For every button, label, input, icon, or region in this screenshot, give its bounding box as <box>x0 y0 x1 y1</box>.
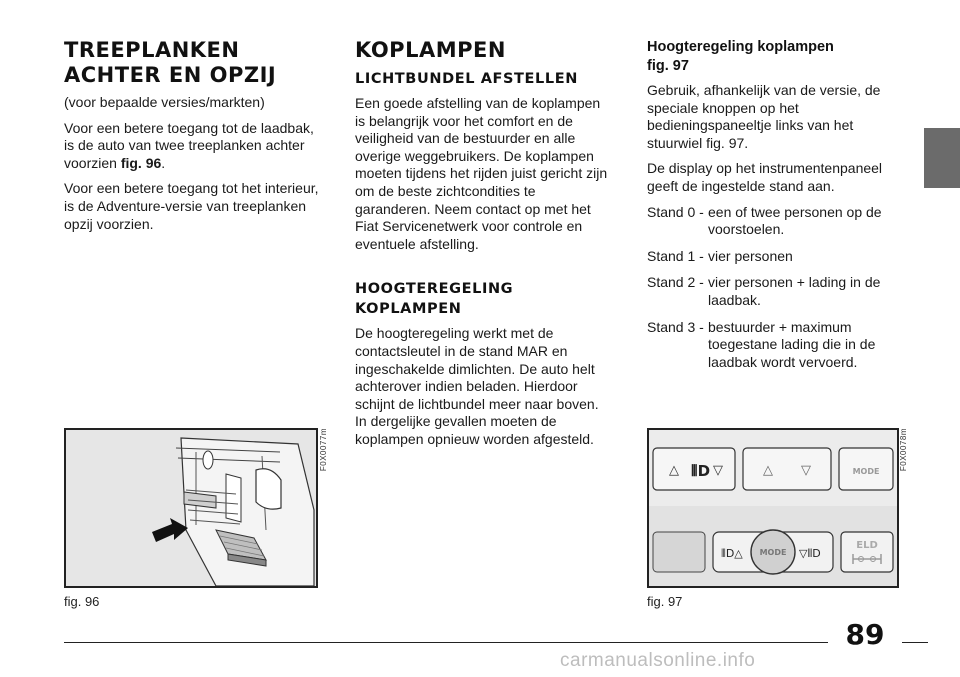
eld-label: ELD <box>856 540 878 551</box>
footer-rule-left <box>64 642 828 643</box>
figure-96-rear-step <box>64 428 318 588</box>
control-panel-illustration <box>649 430 897 586</box>
page-number: 89 <box>845 618 885 651</box>
stand-item: Stand 0 - een of twee personen op de voorstoelen. <box>647 203 882 238</box>
figure-97-code: F0X0078m <box>899 428 908 472</box>
stand-item: Stand 2 - vier personen + lading in de laadbak. <box>647 274 881 308</box>
treeplanken-paragraph-2: Voor een betere toegang tot het interieur, is de Adventure-versie van treeplanken opzij voorzien. <box>64 180 319 232</box>
hoogteregeling-heading: HOOGTEREGELING KOPLAMPEN <box>355 281 514 318</box>
treeplanken-paragraph-1: Voor een betere toegang tot de laadbak, is de auto van twee treeplanken achter voorzien fig. 96. <box>64 119 314 171</box>
koplampen-title: KOPLAMPEN <box>355 38 506 62</box>
watermark: carmanualsonline.info <box>560 650 756 671</box>
svg-text:⦀D: ⦀D <box>691 462 711 480</box>
svg-text:▽: ▽ <box>713 463 723 478</box>
figure-96-caption: fig. 96 <box>64 594 100 609</box>
figure-97-control-panel <box>647 428 899 588</box>
section-tab-marker <box>924 128 960 188</box>
hoogteregeling-koplampen-title: Hoogteregeling koplampen fig. 97 <box>647 39 834 74</box>
mode-button-label: MODE <box>759 548 787 557</box>
hoogteregeling-paragraph-2: De display op het instrumentenpaneel geeft de ingestelde stand aan. <box>647 160 883 194</box>
figure-96-code: F0X0077m <box>319 428 328 472</box>
svg-text:△: △ <box>763 463 773 478</box>
stand-item: Stand 3 - bestuurder + maximum toegestane lading die in de laadbak wordt vervoerd. <box>647 318 876 370</box>
hoogteregeling-paragraph-1: Gebruik, afhankelijk van de versie, de speciale knoppen op het bedieningspaneeltje links van het stuurwiel fig. 97. <box>647 82 881 151</box>
figure-97-caption: fig. 97 <box>647 594 683 609</box>
column-hoogteregeling <box>647 38 909 380</box>
column-koplampen <box>355 38 613 457</box>
svg-text:▽: ▽ <box>801 463 811 478</box>
treeplanken-title: TREEPLANKEN ACHTER EN OPZIJ <box>64 38 277 87</box>
rear-step-illustration <box>66 430 316 586</box>
lichtbundel-heading: LICHTBUNDEL AFSTELLEN <box>355 71 578 87</box>
stand-item: Stand 1 - vier personen <box>647 247 793 264</box>
svg-text:⦀D△: ⦀D△ <box>721 547 743 560</box>
svg-text:▽⦀D: ▽⦀D <box>799 547 821 560</box>
hoogteregeling-paragraph: De hoogteregeling werkt met de contactsleutel in de stand MAR en ingeschakelde dimlichten. De auto helt achterover indien beladen. Hierdoor schijnt de lichtbundel meer naar boven. In dergelijke gevallen moeten de koplampen opnieuw worden afgesteld. <box>355 325 599 447</box>
footer-rule-right <box>902 642 928 643</box>
display-mode-label: MODE <box>852 467 880 476</box>
svg-text:△: △ <box>669 463 679 478</box>
column-treeplanken <box>64 38 326 241</box>
lichtbundel-paragraph: Een goede afstelling van de koplampen is belangrijk voor het comfort en de veiligheid van de bestuurder en alle overige weggebruikers. De koplampen moeten tijdens het rijden juist gericht zijn om de beste zichtcondities te garanderen. Neem contact op met het Fiat Servicenetwerk voor controle en eventuele afstelling. <box>355 95 608 252</box>
stand-list <box>647 204 909 372</box>
treeplanken-subtitle: (voor bepaalde versies/markten) <box>64 94 265 110</box>
